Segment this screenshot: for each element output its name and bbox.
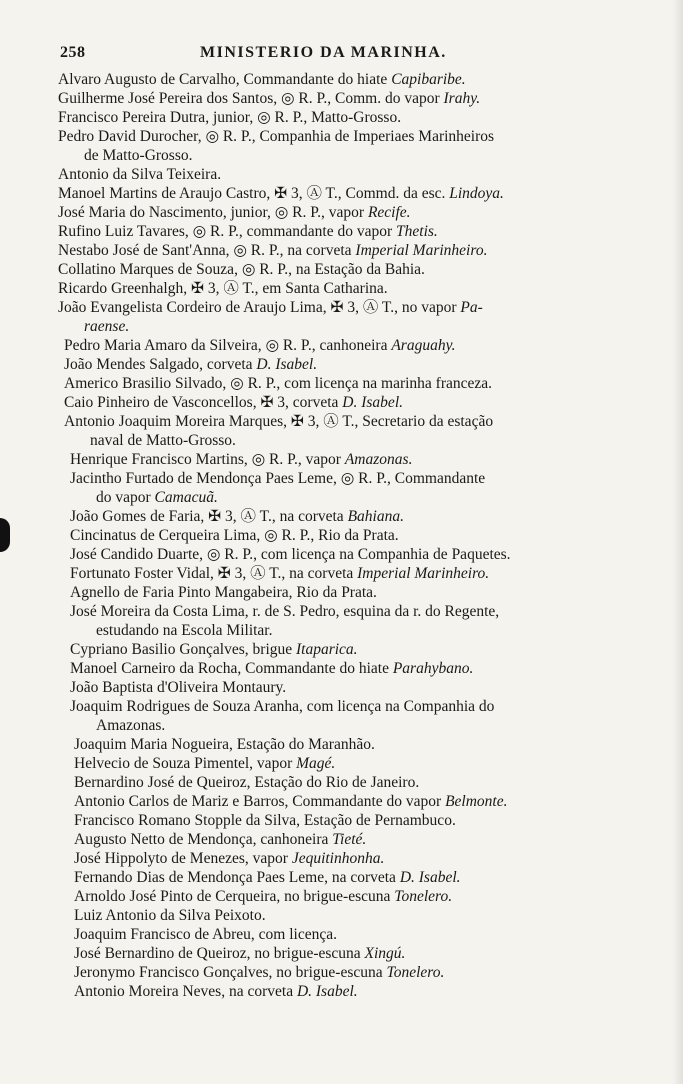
roster-entry (58, 70, 638, 89)
entry-line: Rufino Luiz Tavares, ◎ R. P., commandante do vapor Thetis. (58, 223, 438, 240)
roster-entry (58, 450, 638, 469)
vessel-name: Pa- (460, 299, 483, 316)
vessel-name: D. Isabel. (296, 983, 358, 1000)
vessel-name: Imperial Marinheiro. (355, 242, 488, 259)
roster-entry (58, 602, 638, 640)
roster-entry (58, 640, 638, 659)
roster-entry (58, 906, 638, 925)
entry-line: João Baptista d'Oliveira Montaury. (70, 679, 287, 696)
vessel-name: Itaparica. (296, 641, 358, 658)
entry-continuation (58, 317, 638, 336)
roster-entry (58, 925, 638, 944)
entry-line: Cypriano Basilio Gonçalves, brigue Itaparica. (70, 641, 358, 658)
entry-line: Joaquim Francisco de Abreu, com licença. (74, 926, 337, 943)
vessel-name: Recife. (367, 204, 411, 221)
roster-entry (58, 279, 638, 298)
entry-line: Manoel Carneiro da Rocha, Commandante do hiate Parahybano. (70, 660, 474, 677)
page-header (60, 44, 620, 66)
roster-entry (58, 868, 638, 887)
entry-line: João Gomes de Faria, ✠ 3, Ⓐ T., na corveta Bahiana. (70, 508, 404, 525)
entry-line: Henrique Francisco Martins, ◎ R. P., vapor Amazonas. (70, 451, 413, 468)
entry-line: Antonio Joaquim Moreira Marques, ✠ 3, Ⓐ T., Secretario da estação (64, 413, 494, 430)
roster-entry (58, 583, 638, 602)
entry-line: Antonio da Silva Teixeira. (58, 166, 222, 183)
vessel-name: Tonelero. (386, 964, 445, 981)
roster-list (58, 70, 638, 1001)
roster-entry (58, 127, 638, 165)
roster-entry (58, 754, 638, 773)
roster-entry (58, 355, 638, 374)
roster-entry (58, 241, 638, 260)
vessel-name: Jequitinhonha. (291, 850, 385, 867)
roster-entry (58, 336, 638, 355)
roster-entry (58, 564, 638, 583)
entry-line: Joaquim Maria Nogueira, Estação do Maranhão. (74, 736, 375, 753)
vessel-name: Xingú. (364, 945, 406, 962)
roster-entry (58, 184, 638, 203)
ink-blot (0, 518, 10, 552)
vessel-name: Tieté. (332, 831, 367, 848)
vessel-name: Thetis. (396, 223, 438, 240)
entry-line: Caio Pinheiro de Vasconcellos, ✠ 3, corveta D. Isabel. (64, 394, 403, 411)
entry-line: Manoel Martins de Araujo Castro, ✠ 3, Ⓐ T., Commd. da esc. Lindoya. (58, 185, 504, 202)
roster-entry (58, 469, 638, 507)
roster-entry (58, 412, 638, 450)
running-title: MINISTERIO DA MARINHA. (200, 44, 447, 61)
vessel-name: Camacuã. (154, 489, 218, 506)
roster-entry (58, 963, 638, 982)
vessel-name: Lindoya. (449, 185, 504, 202)
entry-line: João Mendes Salgado, corveta D. Isabel. (64, 356, 318, 373)
entry-line: Helvecio de Souza Pimentel, vapor Magé. (74, 755, 336, 772)
roster-entry (58, 773, 638, 792)
entry-line: José Moreira da Costa Lima, r. de S. Pedro, esquina da r. do Regente, (70, 603, 500, 620)
entry-line: Alvaro Augusto de Carvalho, Commandante do hiate Capibaribe. (58, 71, 466, 88)
entry-line: Agnello de Faria Pinto Mangabeira, Rio da Prata. (70, 584, 377, 601)
entry-line: Cincinatus de Cerqueira Lima, ◎ R. P., Rio da Prata. (70, 527, 399, 544)
entry-line: Ricardo Greenhalgh, ✠ 3, Ⓐ T., em Santa Catharina. (58, 280, 388, 297)
roster-entry (58, 735, 638, 754)
entry-line: Francisco Pereira Dutra, junior, ◎ R. P., Matto-Grosso. (58, 109, 402, 126)
roster-entry (58, 393, 638, 412)
entry-line: Arnoldo José Pinto de Cerqueira, no brigue-escuna Tonelero. (74, 888, 453, 905)
roster-entry (58, 887, 638, 906)
roster-entry (58, 545, 638, 564)
entry-line: Fortunato Foster Vidal, ✠ 3, Ⓐ T., na corveta Imperial Marinheiro. (70, 565, 490, 582)
vessel-name: Irahy. (443, 90, 481, 107)
entry-continuation: estudando na Escola Militar. (96, 622, 273, 639)
entry-line: Pedro Maria Amaro da Silveira, ◎ R. P., canhoneira Araguahy. (64, 337, 456, 354)
roster-entry (58, 222, 638, 241)
vessel-name: Magé. (296, 755, 336, 772)
roster-entry (58, 849, 638, 868)
roster-entry (58, 982, 638, 1001)
roster-entry (58, 697, 638, 735)
entry-line: Jeronymo Francisco Gonçalves, no brigue-escuna Tonelero. (74, 964, 445, 981)
roster-entry (58, 298, 638, 336)
entry-continuation: de Matto-Grosso. (84, 147, 193, 164)
entry-line: Augusto Netto de Mendonça, canhoneira Tieté. (74, 831, 367, 848)
vessel-name: Bahiana. (347, 508, 404, 525)
entry-line: José Hippolyto de Menezes, vapor Jequitinhonha. (74, 850, 385, 867)
roster-entry (58, 792, 638, 811)
roster-entry (58, 203, 638, 222)
vessel-name: D. Isabel. (399, 869, 461, 886)
entry-continuation: do vapor Camacuã. (96, 489, 218, 506)
roster-entry (58, 830, 638, 849)
roster-entry (58, 659, 638, 678)
entry-line: Francisco Romano Stopple da Silva, Estação de Pernambuco. (74, 812, 456, 829)
entry-line: Collatino Marques de Souza, ◎ R. P., na Estação da Bahia. (58, 261, 425, 278)
roster-entry (58, 374, 638, 393)
entry-line: Antonio Moreira Neves, na corveta D. Isabel. (74, 983, 358, 1000)
entry-line: Jacintho Furtado de Mendonça Paes Leme, ◎ R. P., Commandante (70, 470, 486, 487)
page-number: 258 (60, 44, 86, 61)
vessel-name: D. Isabel. (256, 356, 318, 373)
vessel-name: D. Isabel. (342, 394, 403, 411)
roster-entry (58, 944, 638, 963)
vessel-name: Tonelero. (394, 888, 453, 905)
entry-line: Bernardino José de Queiroz, Estação do Rio de Janeiro. (74, 774, 420, 791)
roster-entry (58, 165, 638, 184)
entry-line: Americo Brasilio Silvado, ◎ R. P., com licença na marinha franceza. (64, 375, 493, 392)
vessel-name: Parahybano. (392, 660, 474, 677)
entry-line: José Bernardino de Queiroz, no brigue-escuna Xingú. (74, 945, 406, 962)
roster-entry (58, 108, 638, 127)
roster-entry (58, 678, 638, 697)
entry-line: José Candido Duarte, ◎ R. P., com licença na Companhia de Paquetes. (70, 546, 511, 563)
entry-line: Antonio Carlos de Mariz e Barros, Commandante do vapor Belmonte. (74, 793, 508, 810)
roster-entry (58, 811, 638, 830)
entry-line: José Maria do Nascimento, junior, ◎ R. P., vapor Recife. (58, 204, 411, 221)
vessel-name: Imperial Marinheiro. (357, 565, 490, 582)
vessel-name: raense. (84, 318, 130, 335)
entry-continuation: Amazonas. (96, 717, 166, 734)
entry-line: Pedro David Durocher, ◎ R. P., Companhia de Imperiaes Marinheiros (58, 128, 495, 145)
roster-entry (58, 526, 638, 545)
entry-line: Guilherme José Pereira dos Santos, ◎ R. P., Comm. do vapor Irahy. (58, 90, 481, 107)
page-edge-shadow (673, 0, 683, 1084)
vessel-name: Capibaribe. (391, 71, 466, 88)
roster-entry (58, 260, 638, 279)
roster-entry (58, 89, 638, 108)
entry-line: João Evangelista Cordeiro de Araujo Lima, ✠ 3, Ⓐ T., no vapor Pa- (58, 299, 483, 316)
entry-line: Luiz Antonio da Silva Peixoto. (74, 907, 266, 924)
entry-line: Fernando Dias de Mendonça Paes Leme, na corveta D. Isabel. (74, 869, 461, 886)
roster-entry (58, 507, 638, 526)
vessel-name: Belmonte. (445, 793, 508, 810)
entry-continuation: naval de Matto-Grosso. (90, 432, 236, 449)
vessel-name: Amazonas. (344, 451, 413, 468)
vessel-name: Araguahy. (391, 337, 456, 354)
entry-line: Nestabo José de Sant'Anna, ◎ R. P., na corveta Imperial Marinheiro. (58, 242, 488, 259)
entry-line: Joaquim Rodrigues de Souza Aranha, com licença na Companhia do (70, 698, 495, 715)
